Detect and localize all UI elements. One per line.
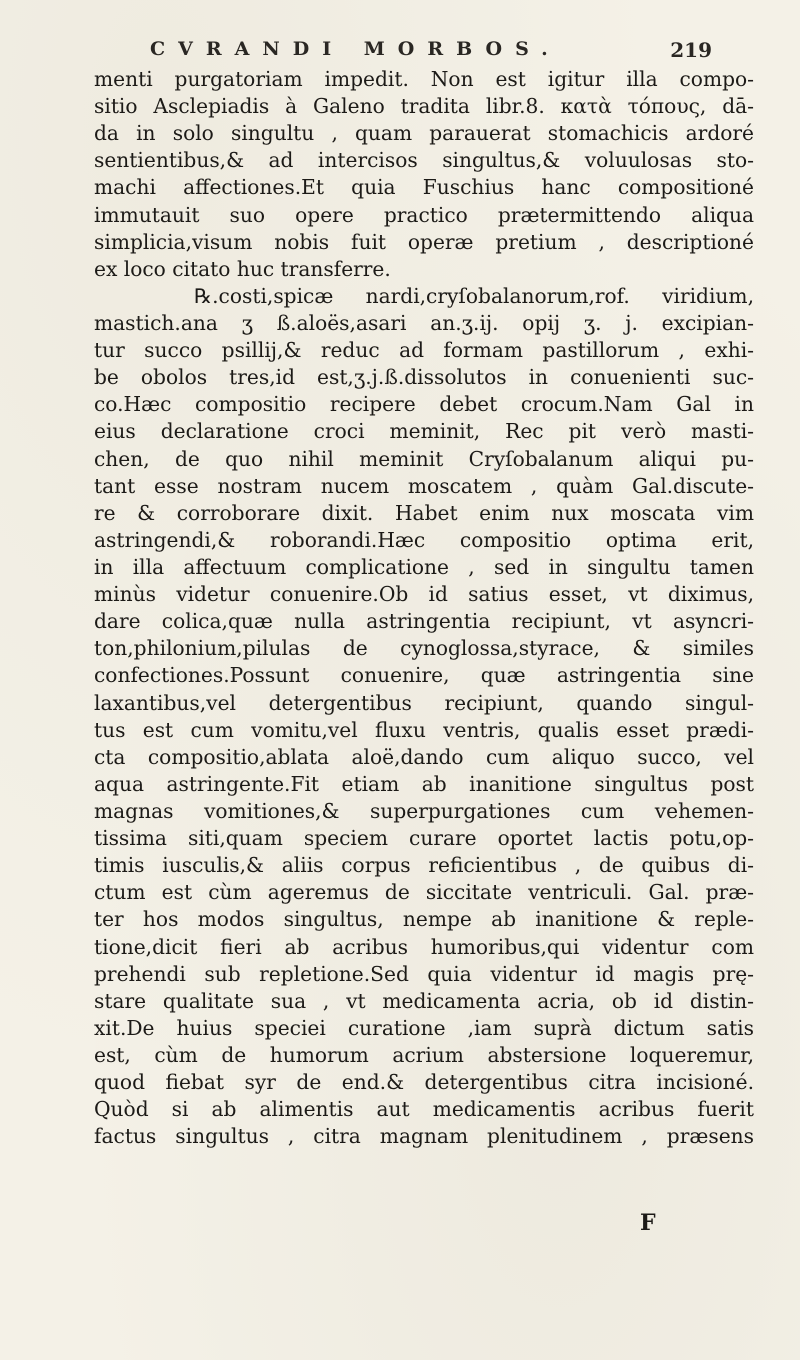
text-line: tant esse nostram nucem moscatem , quàm Gal.discute- bbox=[94, 473, 754, 498]
text-line: factus singultus , citra magnam plenitudinem , præsens bbox=[94, 1124, 754, 1149]
text-line: ton,philonium,pilulas de cynoglossa,styrace, & similes bbox=[94, 636, 754, 661]
text-line: immutauit suo opere practico prætermittendo aliqua bbox=[94, 202, 754, 227]
text-line: minùs videtur conuenire.Ob id satius esset, vt diximus, bbox=[94, 582, 754, 607]
text-line: tione,dicit fieri ab acribus humoribus,qui videntur com bbox=[94, 934, 754, 959]
text-line: simplicia,visum nobis fuit operæ pretium , descriptioné bbox=[94, 229, 754, 254]
text-line: est, cùm de humorum acrium abstersione loqueremur, bbox=[94, 1042, 754, 1067]
text-line: tus est cum vomitu,vel fluxu ventris, qualis esset prædi- bbox=[94, 717, 754, 742]
page-number: 219 bbox=[670, 38, 712, 62]
text-line: stare qualitate sua , vt medicamenta acria, ob id distin- bbox=[94, 988, 754, 1013]
text-line: be obolos tres,id est,ʒ.j.ß.dissolutos in conuenienti suc- bbox=[94, 365, 754, 390]
text-line: re & corroborare dixit. Habet enim nux moscata vim bbox=[94, 500, 754, 525]
text-line: confectiones.Possunt conuenire, quæ astringentia sine bbox=[94, 663, 754, 688]
text-line: in illa affectuum complicatione , sed in singultu tamen bbox=[94, 554, 754, 579]
text-line: timis iusculis,& aliis corpus reficientibus , de quibus di- bbox=[94, 853, 754, 878]
text-line: sentientibus,& ad intercisos singultus,& voluulosas sto- bbox=[94, 148, 754, 173]
text-line: tur succo psillij,& reduc ad formam pastillorum , exhi- bbox=[94, 338, 754, 363]
text-line: chen, de quo nihil meminit Cryſobalanum aliqui pu- bbox=[94, 446, 754, 471]
running-title: CVRANDI MORBOS. bbox=[150, 38, 561, 60]
text-line: magnas vomitiones,& superpurgationes cum vehemen- bbox=[94, 798, 754, 823]
catchword: F bbox=[640, 1210, 656, 1236]
text-line: da in solo singultu , quam parauerat stomachicis ardoré bbox=[94, 121, 754, 146]
text-line: dare colica,quæ nulla astringentia recipiunt, vt asyncri- bbox=[94, 609, 754, 634]
body-text bbox=[94, 66, 754, 1150]
text-line: sitio Asclepiadis à Galeno tradita libr.8. κατὰ τόπους, dā- bbox=[94, 94, 754, 119]
text-line: laxantibus,vel detergentibus recipiunt, quando singul- bbox=[94, 690, 754, 715]
text-line: eius declaratione croci meminit, Rec pit verò masti- bbox=[94, 419, 754, 444]
text-line: cta compositio,ablata aloë,dando cum aliquo succo, vel bbox=[94, 744, 754, 769]
text-line: ctum est cùm ageremus de siccitate ventriculi. Gal. præ- bbox=[94, 880, 754, 905]
text-line: menti purgatoriam impedit. Non est igitur illa compo- bbox=[94, 67, 754, 91]
text-line: aqua astringente.Fit etiam ab inanitione singultus post bbox=[94, 771, 754, 796]
text-line: xit.De huius speciei curatione ,iam suprà dictum satis bbox=[94, 1015, 754, 1040]
recipe-line: ℞.costi,spicæ nardi,cryſobalanorum,rof. viridium, bbox=[194, 283, 754, 308]
text-line: co.Hæc compositio recipere debet crocum.Nam Gal in bbox=[94, 392, 754, 417]
text-line: ter hos modos singultus, nempe ab inanitione & reple- bbox=[94, 907, 754, 932]
text-line: machi affectiones.Et quia Fuschius hanc compositioné bbox=[94, 175, 754, 200]
text-line: astringendi,& roborandi.Hæc compositio optima erit, bbox=[94, 527, 754, 552]
text-line: ex loco citato huc transferre. bbox=[94, 256, 391, 281]
text-line: prehendi sub repletione.Sed quia videntur id magis prę- bbox=[94, 961, 754, 986]
text-line: mastich.ana ʒ ß.aloës,asari an.ʒ.ij. opij ʒ. j. excipian- bbox=[94, 310, 754, 335]
text-line: tissima siti,quam speciem curare oportet lactis potu,op- bbox=[94, 826, 754, 851]
text-line: quod fiebat syr de end.& detergentibus citra incisioné. bbox=[94, 1070, 754, 1095]
text-line: Quòd si ab alimentis aut medicamentis acribus fuerit bbox=[94, 1097, 754, 1122]
